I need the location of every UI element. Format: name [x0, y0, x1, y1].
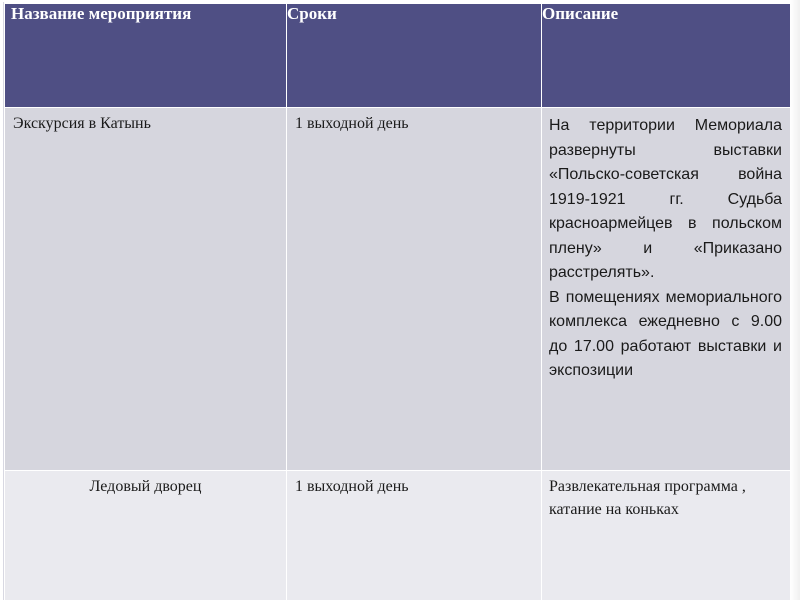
event-name-cell [5, 108, 287, 471]
page-edge-shadow [790, 0, 800, 600]
table-row [5, 471, 791, 601]
event-name-cell [5, 471, 287, 601]
header-term: Сроки [287, 4, 542, 108]
description-paragraph: На территории Мемориала развернуты выставки «Польско-советская война 1919-1921 гг. Судьба красноармейцев в польском плену» и «Приказано расстрелять». [549, 117, 782, 281]
header-description: Описание [542, 4, 791, 108]
event-term: 1 выходной день [295, 115, 409, 132]
event-description-cell [542, 108, 791, 471]
header-event-name: Название мероприятия [5, 4, 287, 108]
event-description-cell [542, 471, 791, 601]
event-term-cell [287, 108, 542, 471]
event-name: Экскурсия в Катынь [13, 115, 151, 132]
event-name: Ледовый дворец [89, 478, 202, 495]
event-description: Развлекательная программа , катание на коньках [549, 478, 746, 518]
events-table [4, 3, 791, 601]
event-term: 1 выходной день [295, 478, 409, 495]
event-description [542, 108, 790, 384]
description-paragraph: В помещениях мемориального комплекса ежедневно с 9.00 до 17.00 работают выставки и экспозиции [549, 288, 782, 379]
table-row [5, 108, 791, 471]
table-header-row [5, 4, 791, 108]
event-term-cell [287, 471, 542, 601]
